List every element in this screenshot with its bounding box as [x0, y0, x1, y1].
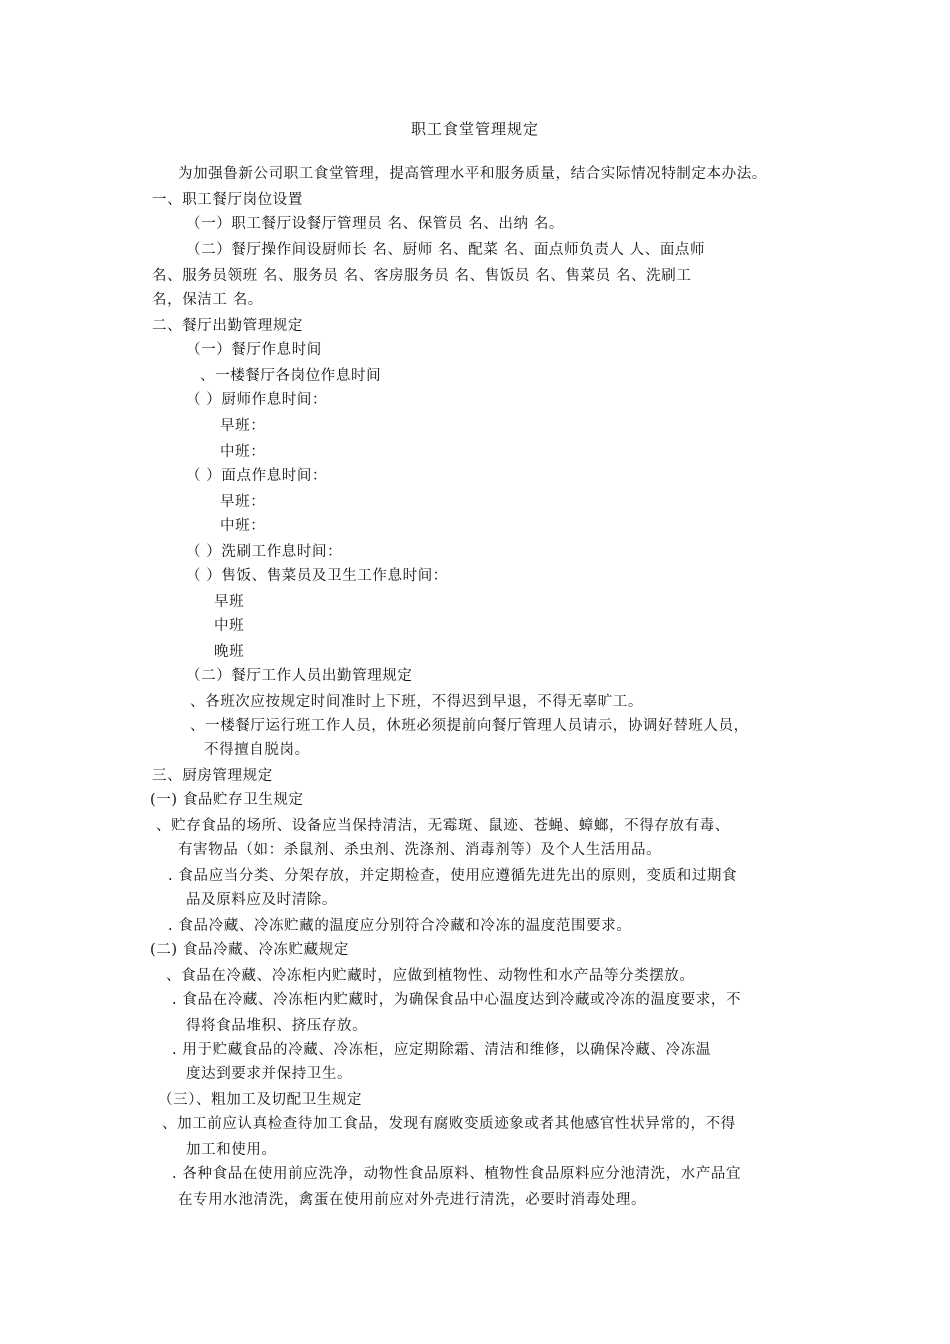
schedule-line: 早班：: [220, 418, 266, 434]
body-line: . 各种食品在使用前应洗净，动物性食品原料、植物性食品原料应分池清洗，水产品宜: [172, 1166, 742, 1182]
body-line: （ ）洗刷工作息时间：: [186, 544, 343, 560]
body-line: （二）餐厅操作间设厨师长 名、厨师 名、配菜 名、面点师负责人 人、面点师: [186, 242, 706, 258]
body-line: 有害物品（如：杀鼠剂、杀虫剂、洗涤剂、消毒剂等）及个人生活用品。: [178, 842, 662, 858]
sub-heading: （一）餐厅作息时间: [186, 342, 322, 358]
body-line: 不得擅自脱岗。: [204, 742, 310, 758]
body-line: （一）职工餐厅设餐厅管理员 名、保管员 名、出纳 名。: [186, 216, 565, 232]
body-line: 、一楼餐厅运行班工作人员，休班必须提前向餐厅管理人员请示，协调好替班人员，: [190, 718, 749, 734]
body-line: 名，保洁工 名。: [152, 292, 263, 308]
section-heading-1: 一、职工餐厅岗位设置: [152, 192, 303, 208]
intro-paragraph: 为加强鲁新公司职工食堂管理，提高管理水平和服务质量，结合实际情况特制定本办法。: [178, 166, 767, 182]
body-line: （ ）面点作息时间：: [186, 468, 328, 484]
section-heading-2: 二、餐厅出勤管理规定: [152, 318, 303, 334]
body-line: 品及原料应及时清除。: [186, 892, 337, 908]
section-heading-3: 三、厨房管理规定: [152, 768, 273, 784]
body-line: 得将食品堆积、挤压存放。: [186, 1018, 368, 1034]
schedule-line: 早班：: [220, 494, 266, 510]
schedule-line: 早班: [214, 594, 245, 610]
body-line: 、食品在冷藏、冷冻柜内贮藏时，应做到植物性、动物性和水产品等分类摆放。: [166, 968, 695, 984]
body-line: （ ）售饭、售菜员及卫生工作息时间：: [186, 568, 448, 584]
schedule-line: 中班：: [220, 444, 266, 460]
body-line: 名、服务员领班 名、服务员 名、客房服务员 名、售饭员 名、售菜员 名、洗刷工: [152, 268, 692, 284]
sub-heading: （二）餐厅工作人员出勤管理规定: [186, 668, 413, 684]
body-line: 、加工前应认真检查待加工食品，发现有腐败变质迹象或者其他感官性状异常的，不得: [162, 1116, 736, 1132]
sub-heading: (一) 食品贮存卫生规定: [150, 792, 304, 808]
body-line: 、各班次应按规定时间准时上下班，不得迟到早退，不得无辜旷工。: [190, 694, 643, 710]
sub-heading: (二) 食品冷藏、冷冻贮藏规定: [150, 942, 349, 958]
body-line: . 食品应当分类、分架存放，并定期检查，使用应遵循先进先出的原则，变质和过期食: [168, 868, 738, 884]
schedule-line: 晚班: [214, 644, 245, 660]
body-line: （ ）厨师作息时间：: [186, 392, 328, 408]
body-line: 在专用水池清洗，禽蛋在使用前应对外壳进行清洗，必要时消毒处理。: [178, 1192, 647, 1208]
document-title: 职工食堂管理规定: [410, 120, 539, 138]
body-line: . 用于贮藏食品的冷藏、冷冻柜，应定期除霜、清洁和维修，以确保冷藏、冷冻温: [172, 1042, 711, 1058]
body-line: 加工和使用。: [186, 1142, 277, 1158]
sub-heading: （三）、粗加工及切配卫生规定: [158, 1092, 363, 1108]
body-line: 度达到要求并保持卫生。: [186, 1066, 353, 1082]
body-line: 、一楼餐厅各岗位作息时间: [200, 368, 382, 384]
body-line: . 食品冷藏、冷冻贮藏的温度应分别符合冷藏和冷冻的温度范围要求。: [168, 918, 632, 934]
schedule-line: 中班：: [220, 518, 266, 534]
schedule-line: 中班: [214, 618, 245, 634]
body-line: . 食品在冷藏、冷冻柜内贮藏时，为确保食品中心温度达到冷藏或冷冻的温度要求，不: [172, 992, 742, 1008]
body-line: 、贮存食品的场所、设备应当保持清洁，无霉斑、鼠迹、苍蝇、蟑螂，不得存放有毒、: [156, 818, 730, 834]
